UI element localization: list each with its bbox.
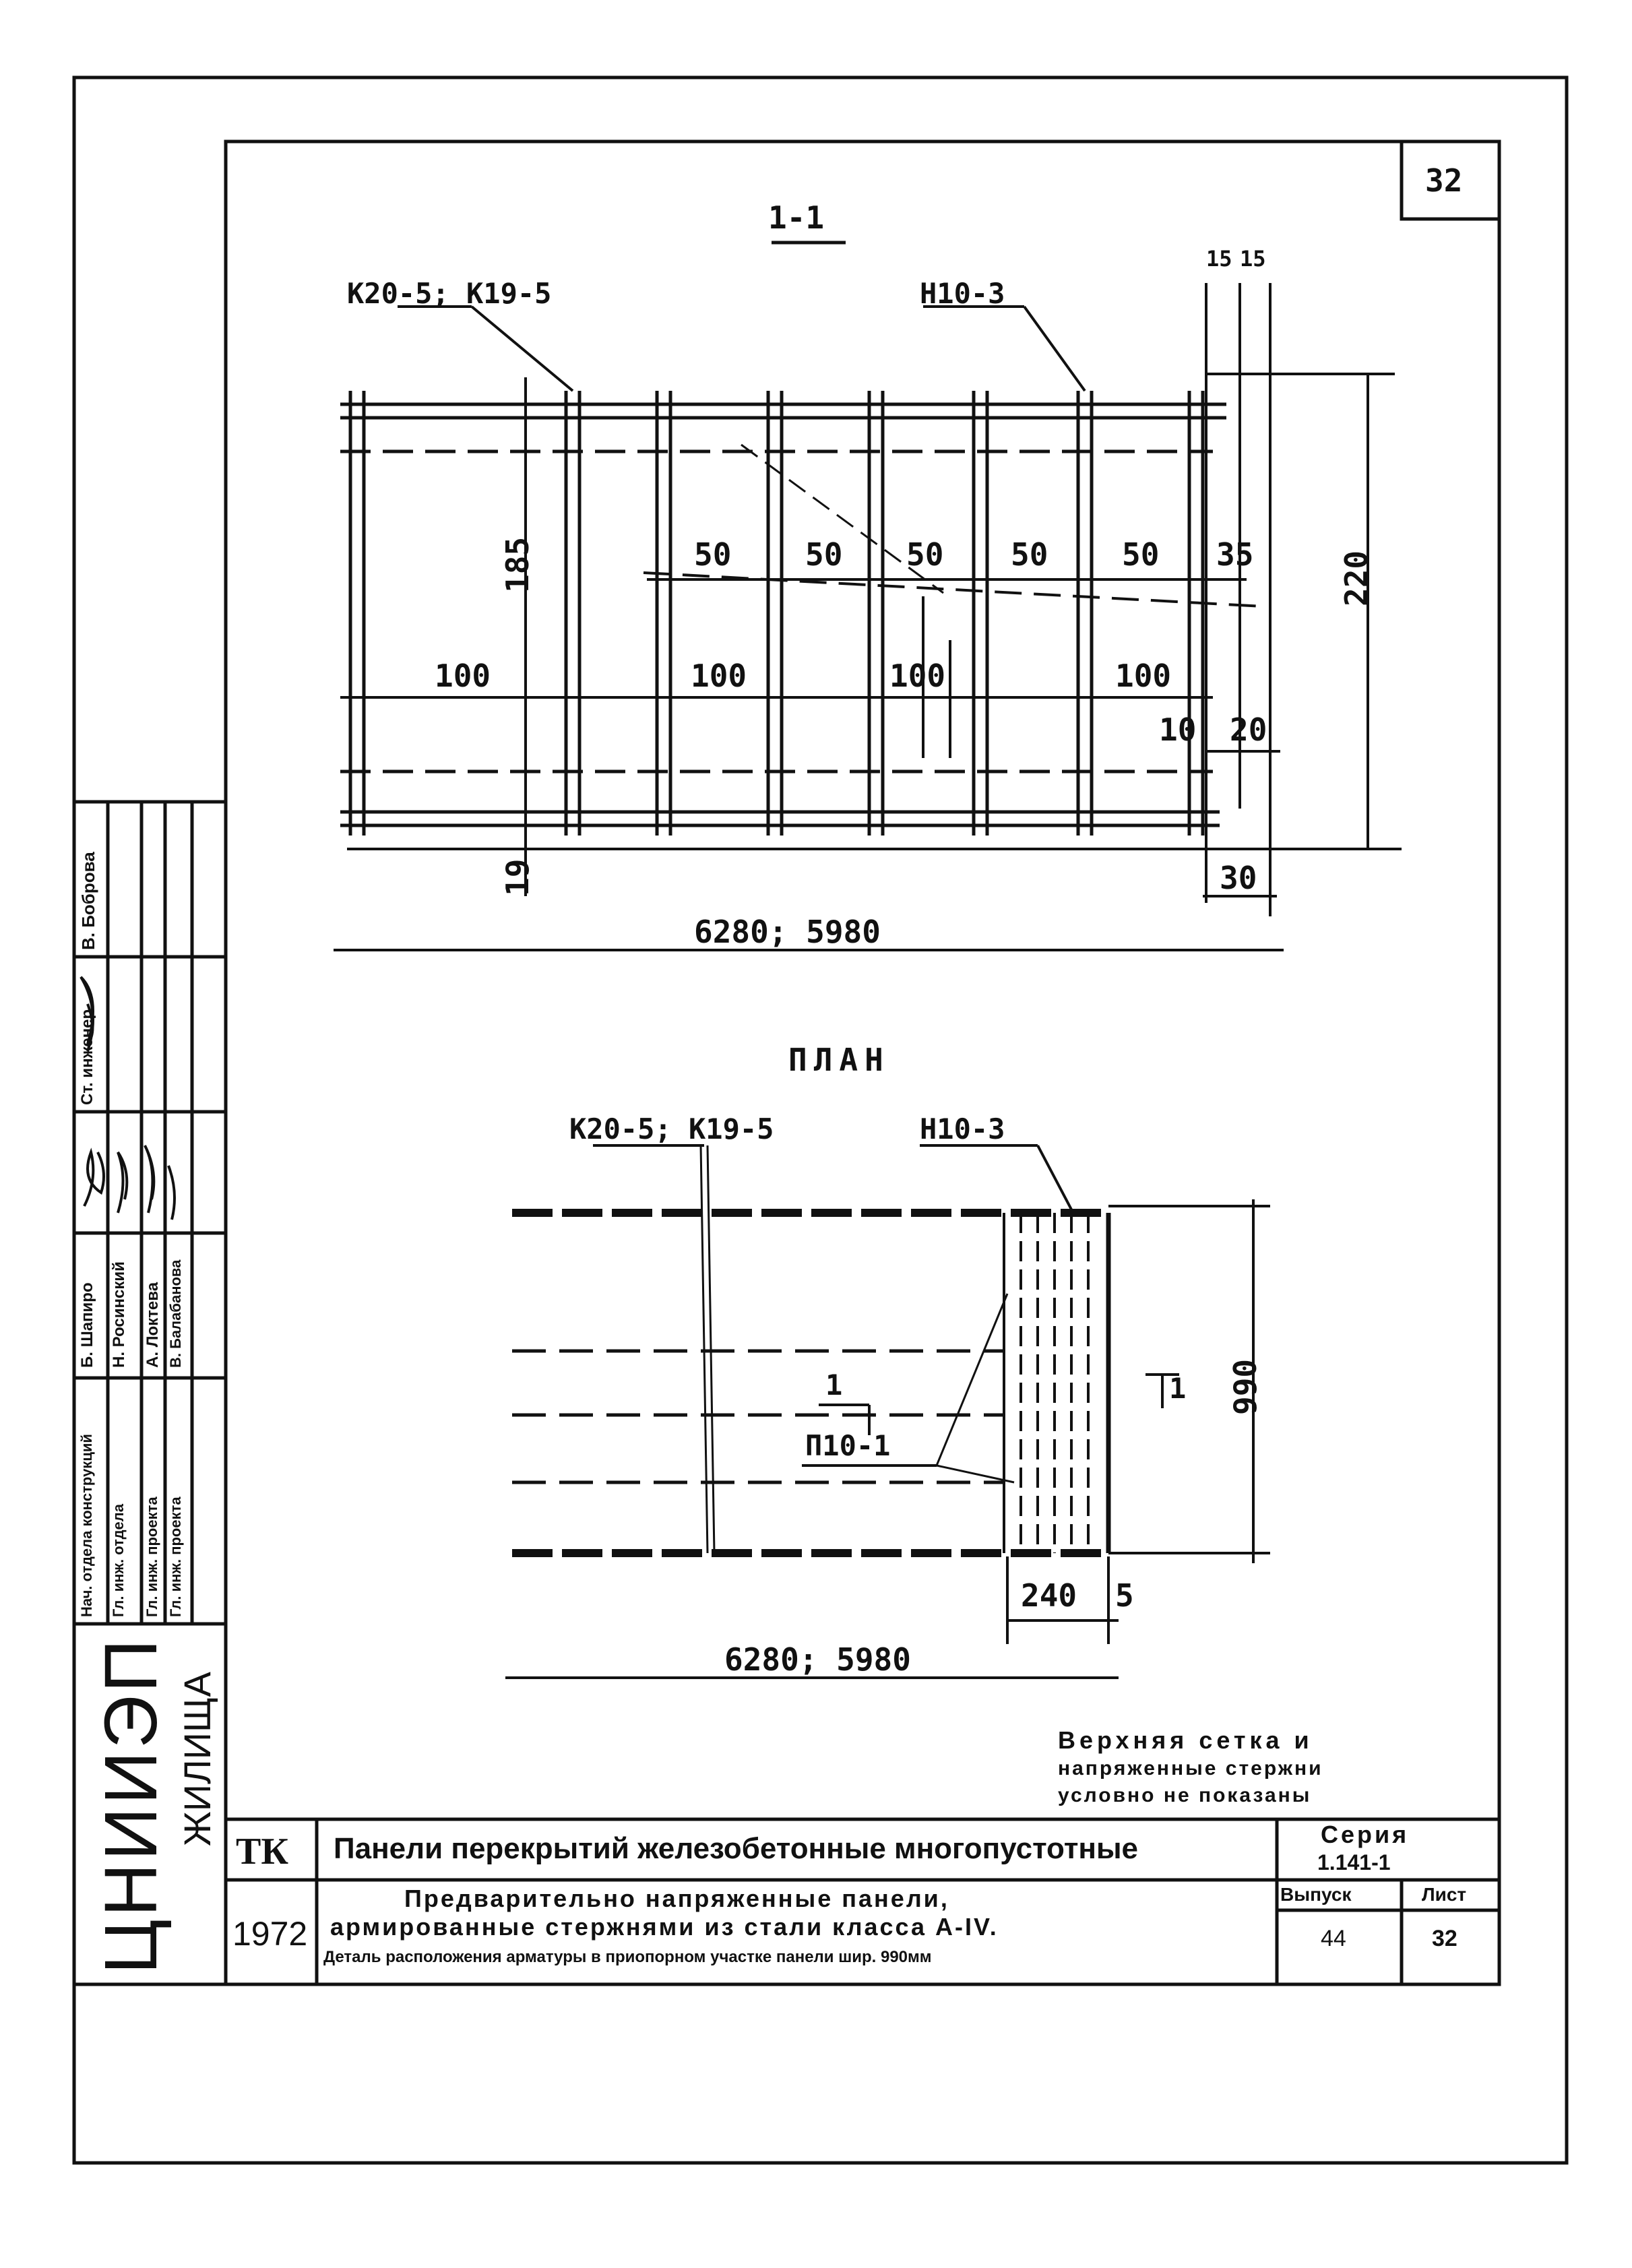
- spacing-100-1: 100: [435, 658, 491, 694]
- stamp-role-3: Гл. инж. проекта: [144, 1497, 160, 1617]
- spacing-50-4: 50: [1011, 536, 1048, 573]
- plan-label-right: Н10-3: [920, 1112, 1005, 1145]
- section-label-right: Н10-3: [920, 277, 1005, 310]
- dim-15-b: 15: [1240, 246, 1266, 272]
- note-line-3: условно не показаны: [1058, 1784, 1312, 1806]
- plan-label-left: К20-5; К19-5: [569, 1112, 774, 1145]
- dim-240: 240: [1021, 1577, 1077, 1614]
- spacing-50-5: 50: [1122, 536, 1160, 573]
- stamp-role-2: Гл. инж. отдела: [110, 1504, 127, 1617]
- issue-value: 44: [1321, 1926, 1346, 1951]
- dim-990: 990: [1227, 1358, 1263, 1415]
- org-logo-suffix: ЖИЛИЩА: [176, 1672, 218, 1846]
- plan-bar-label: П10-1: [805, 1429, 891, 1462]
- stamp-role-1: Нач. отдела конструкций: [78, 1434, 95, 1617]
- tk-label: ТК: [236, 1831, 288, 1872]
- spacing-50-3: 50: [906, 536, 944, 573]
- sheet-label: Лист: [1422, 1884, 1467, 1905]
- subtitle-2: армированные стержнями из стали класса А-IV.: [330, 1913, 999, 1941]
- cut-mark-right: 1: [1169, 1372, 1187, 1405]
- spacing-50-2: 50: [805, 536, 843, 573]
- series-label: Серия: [1321, 1821, 1410, 1848]
- dim-20: 20: [1230, 712, 1267, 748]
- dim-10: 10: [1159, 712, 1197, 748]
- cut-mark-left: 1: [825, 1368, 843, 1401]
- note-line-2: напряженные стержни: [1058, 1757, 1323, 1779]
- section-title: 1-1: [768, 199, 825, 236]
- section-length: 6280; 5980: [694, 914, 881, 950]
- spacing-100-2: 100: [691, 658, 747, 694]
- dim-35: 35: [1216, 536, 1254, 573]
- series-value: 1.141-1: [1317, 1850, 1391, 1875]
- spacing-50-1: 50: [694, 536, 732, 573]
- section-label-left: К20-5; К19-5: [347, 277, 552, 310]
- stamp-role-4: Гл. инж. проекта: [167, 1497, 184, 1617]
- sheet-number: 32: [1425, 162, 1463, 199]
- stamp-role-5: Ст. инженер: [78, 1009, 96, 1105]
- plan-title: ПЛАН: [788, 1042, 890, 1078]
- section-1-1: [334, 283, 1402, 950]
- dim-19: 19: [499, 858, 536, 896]
- stamp-name-2: Н. Росинский: [110, 1261, 128, 1368]
- dim-30: 30: [1220, 860, 1257, 896]
- plan-length: 6280; 5980: [724, 1641, 911, 1678]
- stamp-name-1: Б. Шапиро: [78, 1282, 96, 1368]
- dim-5: 5: [1115, 1577, 1134, 1614]
- main-title: Панели перекрытий железобетонные многопустотные: [334, 1832, 1138, 1865]
- dim-15-a: 15: [1206, 246, 1232, 272]
- sheet-value: 32: [1432, 1926, 1457, 1951]
- issue-label: Выпуск: [1280, 1884, 1352, 1905]
- plan-view: [505, 1145, 1270, 1678]
- subtitle-1: Предварительно напряженные панели,: [404, 1885, 949, 1912]
- spacing-100-4: 100: [1115, 658, 1172, 694]
- note-line-1: Верхняя сетка и: [1058, 1726, 1313, 1754]
- dim-185: 185: [499, 536, 536, 593]
- stamp-name-4: В. Балабанова: [167, 1259, 184, 1368]
- stamp-name-3: А. Локтева: [144, 1282, 162, 1368]
- stamp-name-5: В. Боброва: [78, 852, 98, 950]
- subtitle-3: Деталь расположения арматуры в приопорном участке панели шир. 990мм: [323, 1948, 932, 1966]
- spacing-100-3: 100: [889, 658, 946, 694]
- dim-220: 220: [1338, 550, 1375, 606]
- org-logo: ЦНИИЭП: [90, 1636, 172, 1974]
- year: 1972: [232, 1915, 308, 1953]
